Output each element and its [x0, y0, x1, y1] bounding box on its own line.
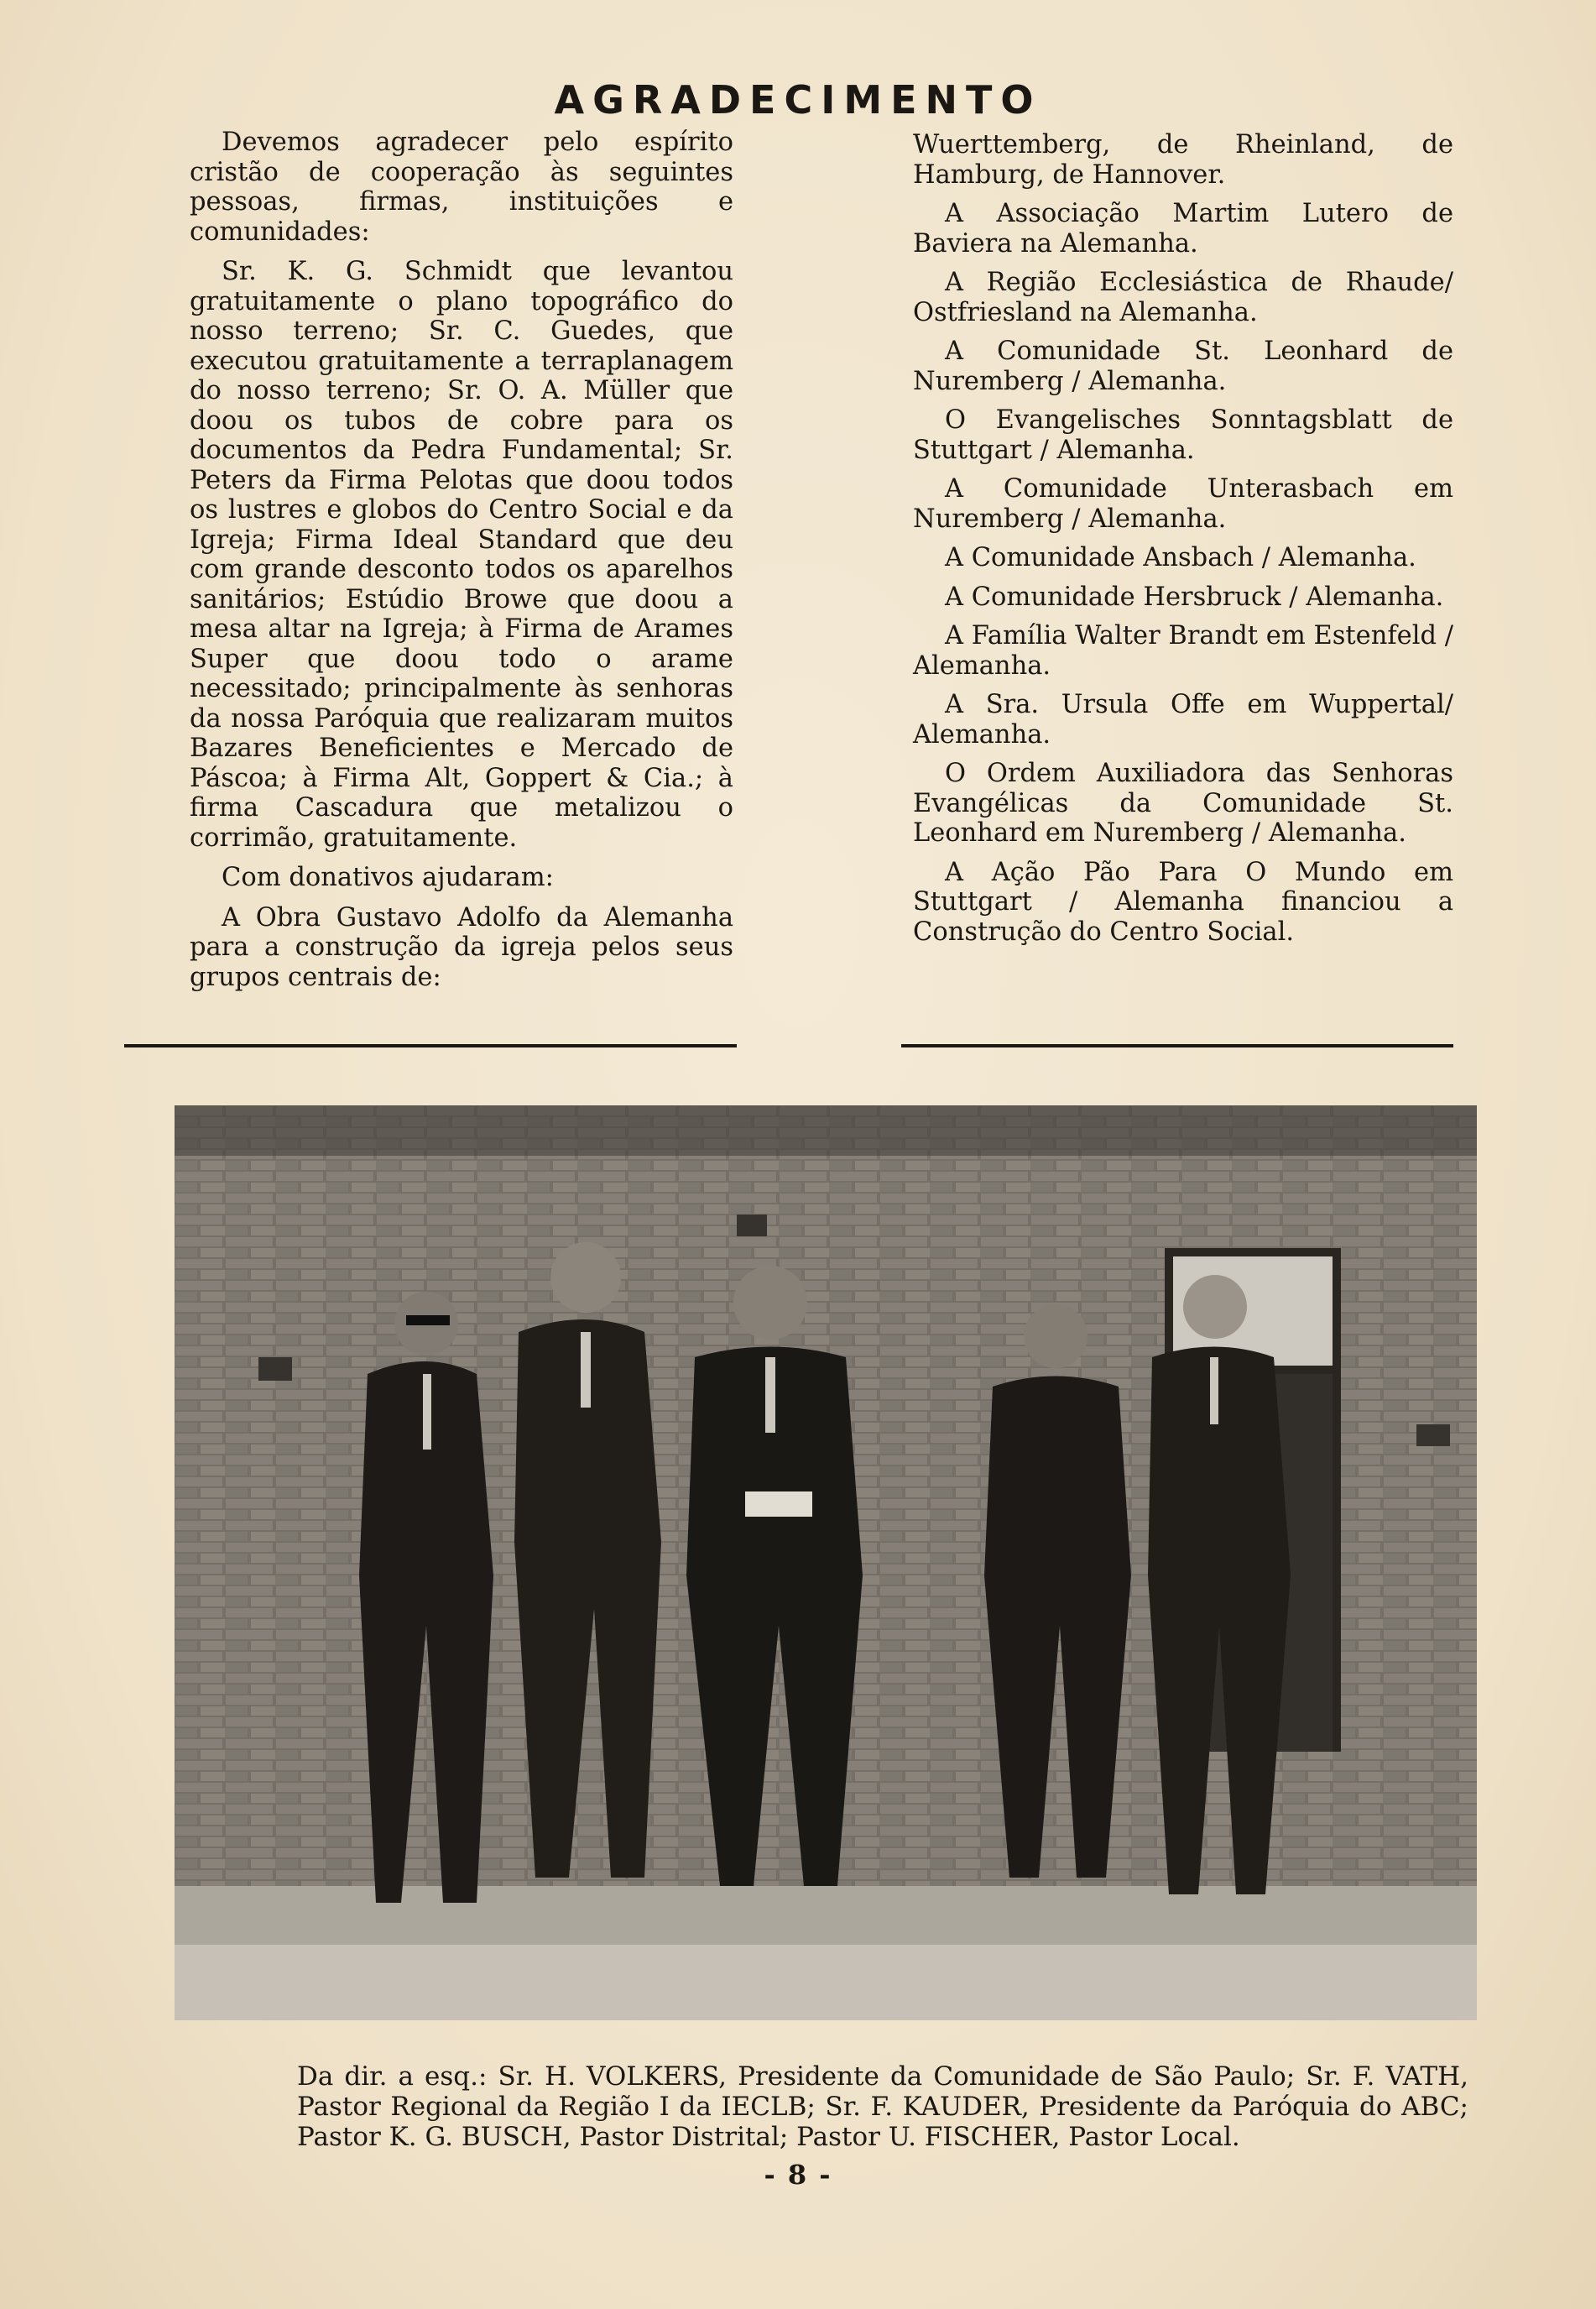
paragraph: Com donativos ajudaram: [222, 863, 554, 892]
paragraph: O Evangelisches Sonntagsblatt de Stuttgart / Alemanha. [913, 405, 1453, 465]
paragraph: Sr. K. G. Schmidt que levantou gratuitamente o plano topográfico do nosso terreno; Sr. C. Guedes, que executou gratuitamente a terraplanagem do nosso terreno; Sr. O. A. Müller que doou os tubos de cobre para os documentos da Pedra Fundamental; Sr. Peters da Firma Pelotas que doou todos os lustres e globos do Centro Social e da Igreja; Firma Ideal Standard que deu com grande desconto todos os aparelhos sanitários; Estúdio Browe que doou a mesa altar na Igreja; à Firma de Arames Super que doou todo o arame necessitado; principalmente às senhoras da nossa Paróquia que realizaram muitos Bazares Beneficientes e Mercado de Páscoa; à Firma Alt, Goppert & Cia.; à firma Cascadura que metalizou o corrimão, gratuitamente. [190, 257, 733, 853]
paragraph: A Comunidade Hersbruck / Alemanha. [945, 582, 1444, 612]
right-column [913, 130, 1453, 956]
paragraph: A Família Walter Brandt em Estenfeld / Alemanha. [913, 621, 1453, 681]
paragraph: A Comunidade Ansbach / Alemanha. [945, 543, 1416, 572]
paragraph: A Associação Martim Lutero de Baviera na Alemanha. [913, 199, 1453, 259]
page-title: AGRADECIMENTO [554, 77, 1042, 123]
paragraph: A Ação Pão Para O Mundo em Stuttgart / Alemanha financiou a Construção do Centro Social. [913, 857, 1453, 947]
group-photo [175, 1105, 1477, 2020]
column-divider-rule [901, 1044, 1453, 1047]
left-column [190, 128, 733, 1002]
paragraph: A Comunidade Unterasbach em Nuremberg / Alemanha. [913, 474, 1453, 534]
paragraph: Devemos agradecer pelo espírito cristão de cooperação às seguintes pessoas, firmas, instituições e comunidades: [190, 128, 733, 247]
paragraph: A Comunidade St. Leonhard de Nuremberg / Alemanha. [913, 337, 1453, 396]
column-divider-rule [124, 1044, 737, 1047]
page-number: - 8 - [764, 2159, 832, 2191]
paragraph: A Sra. Ursula Offe em Wuppertal/ Alemanha. [913, 690, 1453, 750]
paragraph: O Ordem Auxiliadora das Senhoras Evangélicas da Comunidade St. Leonhard em Nuremberg / Alemanha. [913, 759, 1453, 848]
paragraph: A Região Ecclesiástica de Rhaude/ Ostfriesland na Alemanha. [913, 268, 1453, 327]
photo-caption: Da dir. a esq.: Sr. H. VOLKERS, Presidente da Comunidade de São Paulo; Sr. F. VATH, Pastor Regional da Região I da IECLB; Sr. F. KAUDER, Presidente da Paróquia do ABC; Pastor K. G. BUSCH, Pastor Distrital; Pastor U. FISCHER, Pastor Local. [297, 2061, 1468, 2152]
paragraph: Wuerttemberg, de Rheinland, de Hamburg, de Hannover. [913, 130, 1453, 190]
paragraph: A Obra Gustavo Adolfo da Alemanha para a construção da igreja pelos seus grupos centrais de: [190, 902, 733, 992]
